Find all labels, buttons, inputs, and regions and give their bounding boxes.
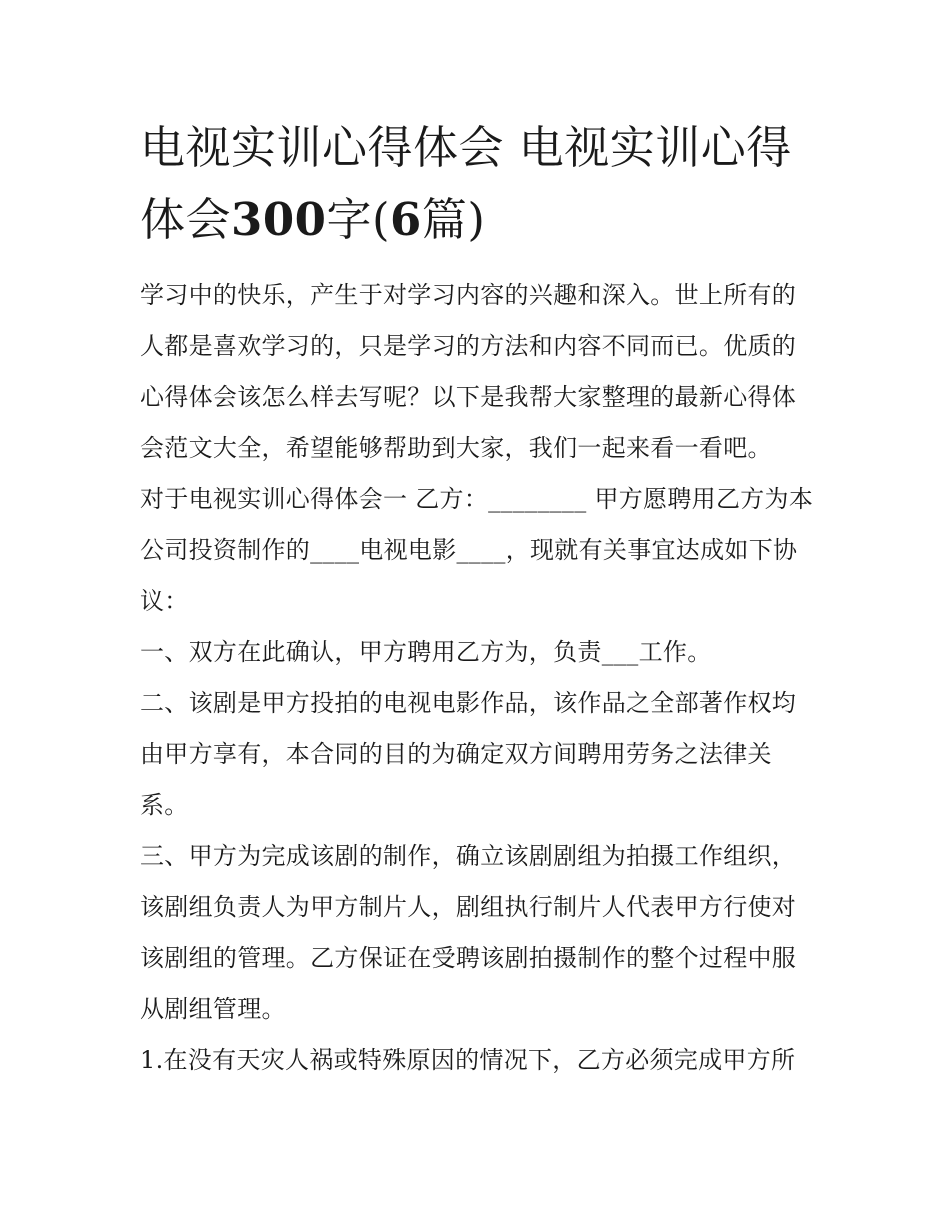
document-title: 电视实训心得体会 电视实训心得体会300字(6篇) bbox=[140, 121, 792, 246]
document-body bbox=[140, 112, 816, 1086]
clause-two-paragraph: 二、该剧是甲方投拍的电视电影作品，该作品之全部著作权均由甲方享有，本合同的目的为确定双方间聘用劳务之法律关系。 bbox=[140, 689, 797, 819]
contract-preamble-paragraph: 对于电视实训心得体会一 乙方：________ 甲方愿聘用乙方为本公司投资制作的____电视电影____，现就有关事宜达成如下协议： bbox=[140, 485, 814, 615]
intro-paragraph: 学习中的快乐，产生于对学习内容的兴趣和深入。世上所有的人都是喜欢学习的，只是学习的方法和内容不同而已。优质的心得体会该怎么样去写呢？以下是我帮大家整理的最新心得体会范文大全，希望能够帮助到大家，我们一起来看一看吧。 bbox=[140, 281, 797, 462]
clause-three-paragraph: 三、甲方为完成该剧的制作，确立该剧剧组为拍摄工作组织，该剧组负责人为甲方制片人，剧组执行制片人代表甲方行使对该剧组的管理。乙方保证在受聘该剧拍摄制作的整个过程中服从剧组管理。 bbox=[140, 842, 797, 1023]
sub-clause-one-paragraph: 1.在没有天灾人祸或特殊原因的情况下，乙方必须完成甲方所 bbox=[140, 1046, 796, 1074]
clause-one-paragraph: 一、双方在此确认，甲方聘用乙方为，负责___工作。 bbox=[140, 638, 712, 666]
document-text bbox=[140, 270, 816, 1086]
